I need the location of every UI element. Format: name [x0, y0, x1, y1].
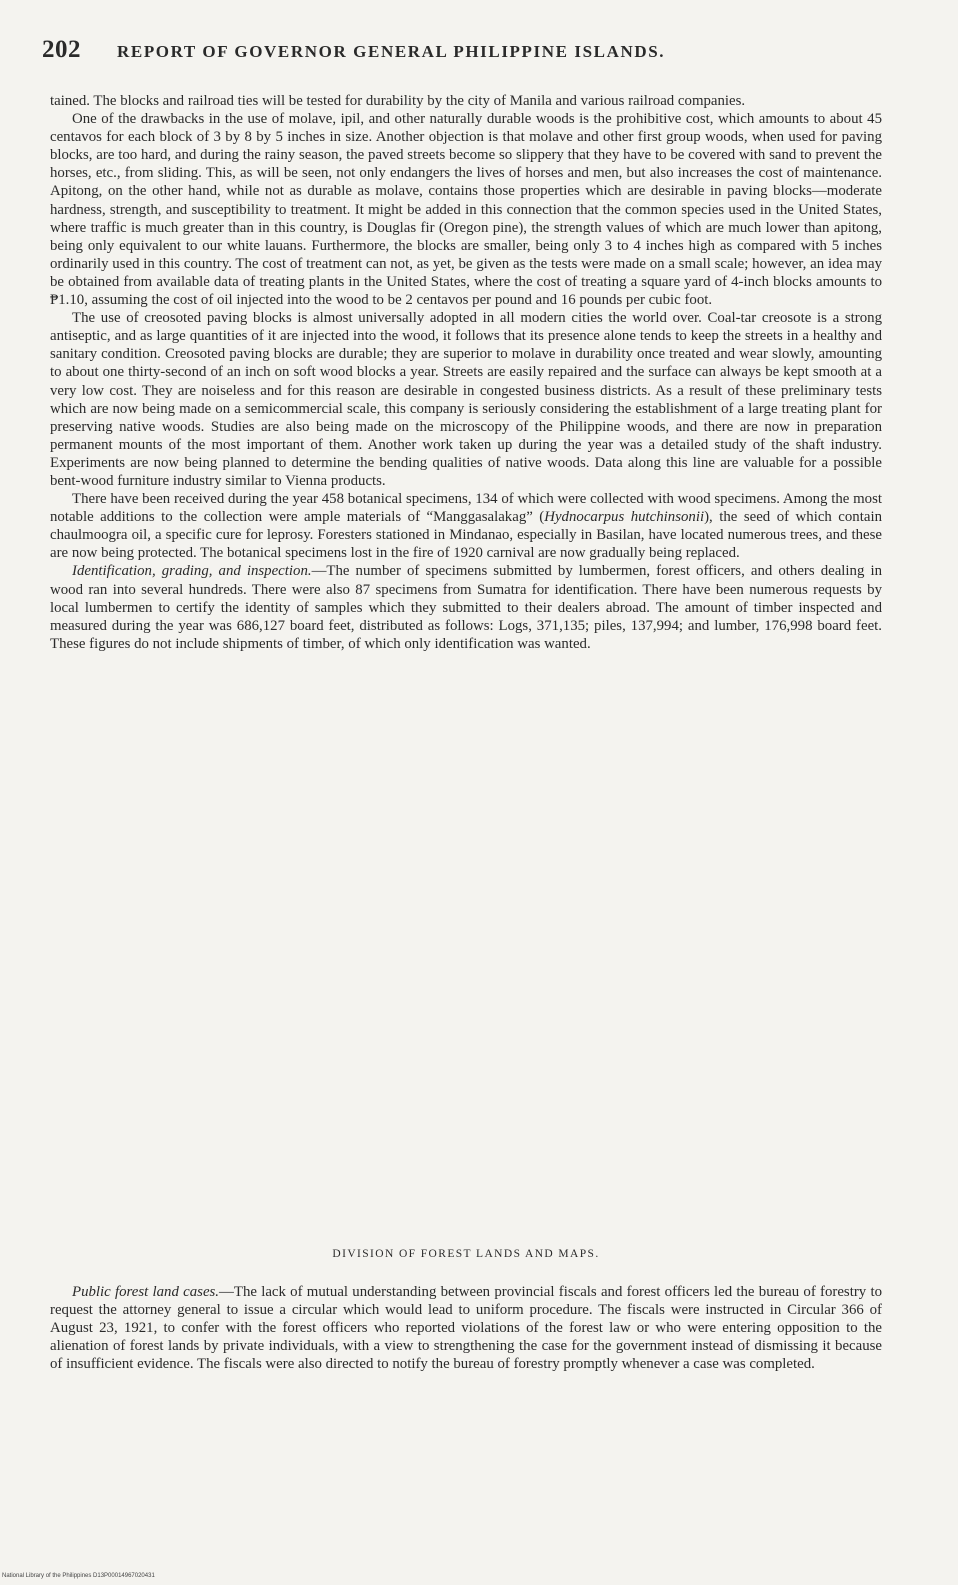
paragraph-lead-in: Public forest land cases.: [72, 1284, 220, 1300]
paragraph-text: There have been received during the year 458 botanical specimens, 134 of which were collected with wood specimens. Among the most notable additions to the collection were ample materials of “Manggasalakag” (: [50, 491, 882, 526]
paragraph-text: One of the drawbacks in the use of molave, ipil, and other naturally durable woods is the prohibitive cost, which amounts to about 45 centavos for each block of 3 by 8 by 5 inches in size. Another objection is that molave and other first group woods, when used for paving blocks, are too hard, and during the rainy season, the paved streets become so slippery that they have to be covered with sand to prevent the horses, etc., from sliding. This, as will be seen, not only endangers the lives of horses and men, but also increases the cost of maintenance. Apitong, on the other hand, while not as durable as molave, contains those properties which are desirable in paving blocks—moderate hardness, strength, and susceptibility to treatment. It might be added in this connection that the common species used in the United States, where traffic is much greater than in this country, is Douglas fir (Oregon pine), the strength values of which are much lower than apitong, being only equivalent to our white lauans. Furthermore, the blocks are smaller, being only 3 to 4 inches high as compared with 5 inches ordinarily used in this country. The cost of treatment can not, as yet, be given as the tests were made on a small scale; however, an idea may be obtained from available data of treating plants in the United States, where the cost of treating a square yard of 4-inch blocks amounts to ₱1.10, assuming the cost of oil injected into the wood to be 2 centavos per pound and 16 pounds per cubic foot.: [50, 111, 882, 309]
paragraph-text: tained. The blocks and railroad ties will be tested for durability by the city of Manila and various railroad companies.: [50, 93, 746, 109]
paragraph-text: —The number of specimens submitted by lumbermen, forest officers, and others dealing in wood ran into several hundreds. There were also 87 specimens from Sumatra for identification. There have been numerous requests by local lumbermen to certify the identity of samples which they submitted to their dealers abroad. The amount of timber inspected and measured during the year was 686,127 board feet, distributed as follows: Logs, 371,135; piles, 137,994; and lumber, 176,998 board feet. These figures do not include shipments of timber, of which only identification was wanted.: [50, 563, 882, 652]
species-name: Hydnocarpus hutchinsonii: [544, 509, 705, 526]
page-header: [42, 36, 882, 64]
paragraph: [50, 92, 882, 110]
paragraph-lead-in: Identification, grading, and inspection.: [72, 563, 312, 580]
page-number: 202: [42, 36, 81, 63]
main-text: [50, 92, 882, 653]
paragraph: [50, 490, 882, 562]
section-heading: DIVISION OF FOREST LANDS AND MAPS.: [332, 1248, 600, 1260]
paragraph-text: —The lack of mutual understanding between provincial fiscals and forest officers led the bureau of forestry to request the attorney general to issue a circular which would lead to uniform procedure. The fiscals were instructed in Circular 366 of August 23, 1921, to confer with the forest officers who reported violations of the forest law or who were entering opposition to the alienation of forest lands by private individuals, with a view to strengthening the case for the government instead of dismissing it because of insufficient evidence. The fiscals were also directed to notify the bureau of forestry promptly whenever a case was completed.: [50, 1284, 882, 1373]
paragraph-text: The use of creosoted paving blocks is almost universally adopted in all modern cities the world over. Coal-tar creosote is a strong antiseptic, and as large quantities of it are injected into the wood, it follows that its presence alone tends to keep the streets in a healthy and sanitary condition. Creosoted paving blocks are durable; they are superior to molave in durability once treated and wear slowly, amounting to about one thirty-second of an inch on soft wood blocks a year. Streets are easily repaired and the surface can always be kept smooth at a very low cost. They are noiseless and for this reason are desirable in congested business districts. As a result of these preliminary tests which are now being made on a semicommercial scale, this company is seriously considering the establishment of a large treating plant for preserving native woods. Studies are also being made on the microscopy of the Philippine woods, and there are now in preparation permanent mounts of the most important of them. Another work taken up during the year was a detailed study of the shaft industry. Experiments are now being planned to determine the bending qualities of native woods. Data along this line are valuable for a possible bent-wood furniture industry similar to Vienna products.: [50, 310, 882, 489]
paragraph: [50, 562, 882, 652]
section-text: [50, 1283, 882, 1373]
running-title: REPORT OF GOVERNOR GENERAL PHILIPPINE ISLANDS.: [117, 42, 666, 61]
paragraph: [50, 1283, 882, 1373]
paragraph: [50, 110, 882, 309]
paragraph: [50, 309, 882, 490]
paragraph-text: ), the seed of which contain chaulmoogra oil, a specific cure for leprosy. Foresters stationed in Mindanao, especially in Basilan, have located numerous trees, and these are now being protected. The botanical specimens lost in the fire of 1920 carnival are now gradually being replaced.: [50, 509, 882, 562]
scan-credit: National Library of the Philippines D13P00014967020431: [2, 1573, 155, 1579]
